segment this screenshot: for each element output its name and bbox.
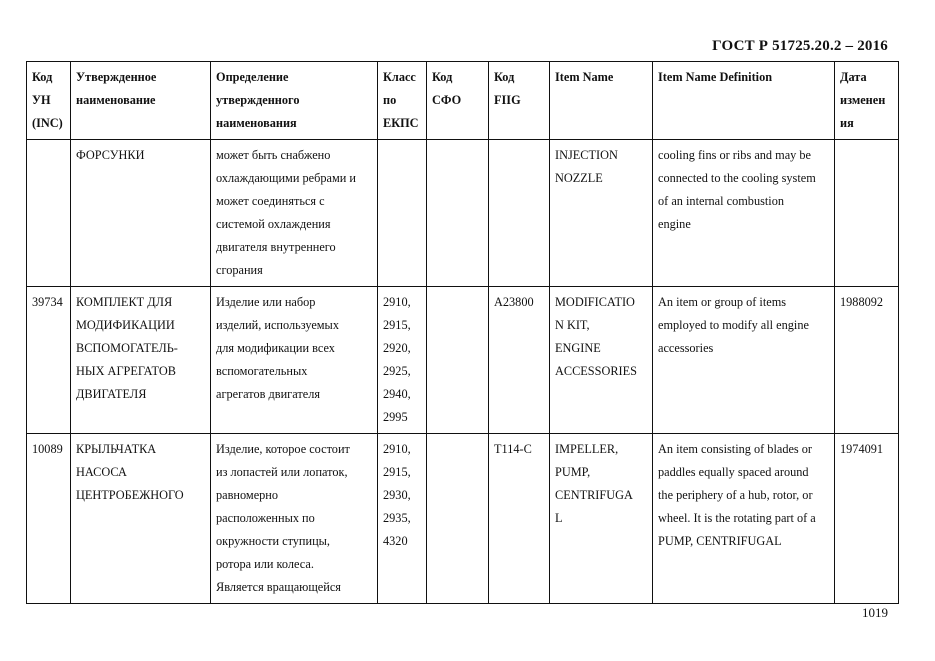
- column-header-name-definition: Определение утвержденного наименования: [211, 62, 378, 140]
- cell-approved-name: ФОРСУНКИ: [71, 140, 211, 287]
- table-row: [27, 140, 899, 287]
- document-standard-header: ГОСТ Р 51725.20.2 – 2016: [712, 38, 888, 54]
- page-number: 1019: [862, 605, 888, 620]
- table-row: [27, 434, 899, 604]
- column-header-fiig-code: Код FIIG: [489, 62, 550, 140]
- cell-approved-name: КРЫЛЬЧАТКА НАСОСА ЦЕНТРОБЕЖНОГО: [71, 434, 211, 604]
- cell-name-definition: Изделие или набор изделий, используемых для модификации всех вспомогательных агрегатов двигателя: [211, 287, 378, 434]
- cell-name-definition: Изделие, которое состоит из лопастей или лопаток, равномерно расположенных по окружности ступицы, ротора или колеса. Является вращающейся: [211, 434, 378, 604]
- cell-change-date: [835, 140, 899, 287]
- column-header-item-name-definition: Item Name Definition: [653, 62, 835, 140]
- column-header-item-name: Item Name: [550, 62, 653, 140]
- cell-name-definition: может быть снабжено охлаждающими ребрами и может соединяться с системой охлаждения двигателя внутреннего сгорания: [211, 140, 378, 287]
- cell-ekps-class: 2910, 2915, 2930, 2935, 4320: [378, 434, 427, 604]
- cell-inc-code: [27, 140, 71, 287]
- cell-fiig-code: A23800: [489, 287, 550, 434]
- cell-inc-code: 39734: [27, 287, 71, 434]
- cell-ekps-class: [378, 140, 427, 287]
- column-header-sfo-code: Код СФО: [427, 62, 489, 140]
- cell-item-name-definition: cooling fins or ribs and may be connected to the cooling system of an internal combustion engine: [653, 140, 835, 287]
- cell-sfo-code: [427, 287, 489, 434]
- cell-sfo-code: [427, 434, 489, 604]
- cell-item-name: INJECTION NOZZLE: [550, 140, 653, 287]
- cell-change-date: 1988092: [835, 287, 899, 434]
- column-header-inc-code: Код УН (INC): [27, 62, 71, 140]
- cell-change-date: 1974091: [835, 434, 899, 604]
- column-header-change-date: Дата изменен ия: [835, 62, 899, 140]
- cell-fiig-code: T114-C: [489, 434, 550, 604]
- cell-item-name-definition: An item consisting of blades or paddles equally spaced around the periphery of a hub, rotor, or wheel. It is the rotating part of a PUMP, CENTRIFUGAL: [653, 434, 835, 604]
- cell-fiig-code: [489, 140, 550, 287]
- cell-ekps-class: 2910, 2915, 2920, 2925, 2940, 2995: [378, 287, 427, 434]
- table-header-row: [27, 62, 899, 140]
- column-header-approved-name: Утвержденное наименование: [71, 62, 211, 140]
- nomenclature-table: [26, 61, 899, 604]
- cell-item-name: MODIFICATIO N KIT, ENGINE ACCESSORIES: [550, 287, 653, 434]
- cell-approved-name: КОМПЛЕКТ ДЛЯ МОДИФИКАЦИИ ВСПОМОГАТЕЛЬ- НЫХ АГРЕГАТОВ ДВИГАТЕЛЯ: [71, 287, 211, 434]
- table-row: [27, 287, 899, 434]
- cell-sfo-code: [427, 140, 489, 287]
- column-header-ekps-class: Класс по ЕКПС: [378, 62, 427, 140]
- cell-inc-code: 10089: [27, 434, 71, 604]
- cell-item-name-definition: An item or group of items employed to modify all engine accessories: [653, 287, 835, 434]
- cell-item-name: IMPELLER, PUMP, CENTRIFUGA L: [550, 434, 653, 604]
